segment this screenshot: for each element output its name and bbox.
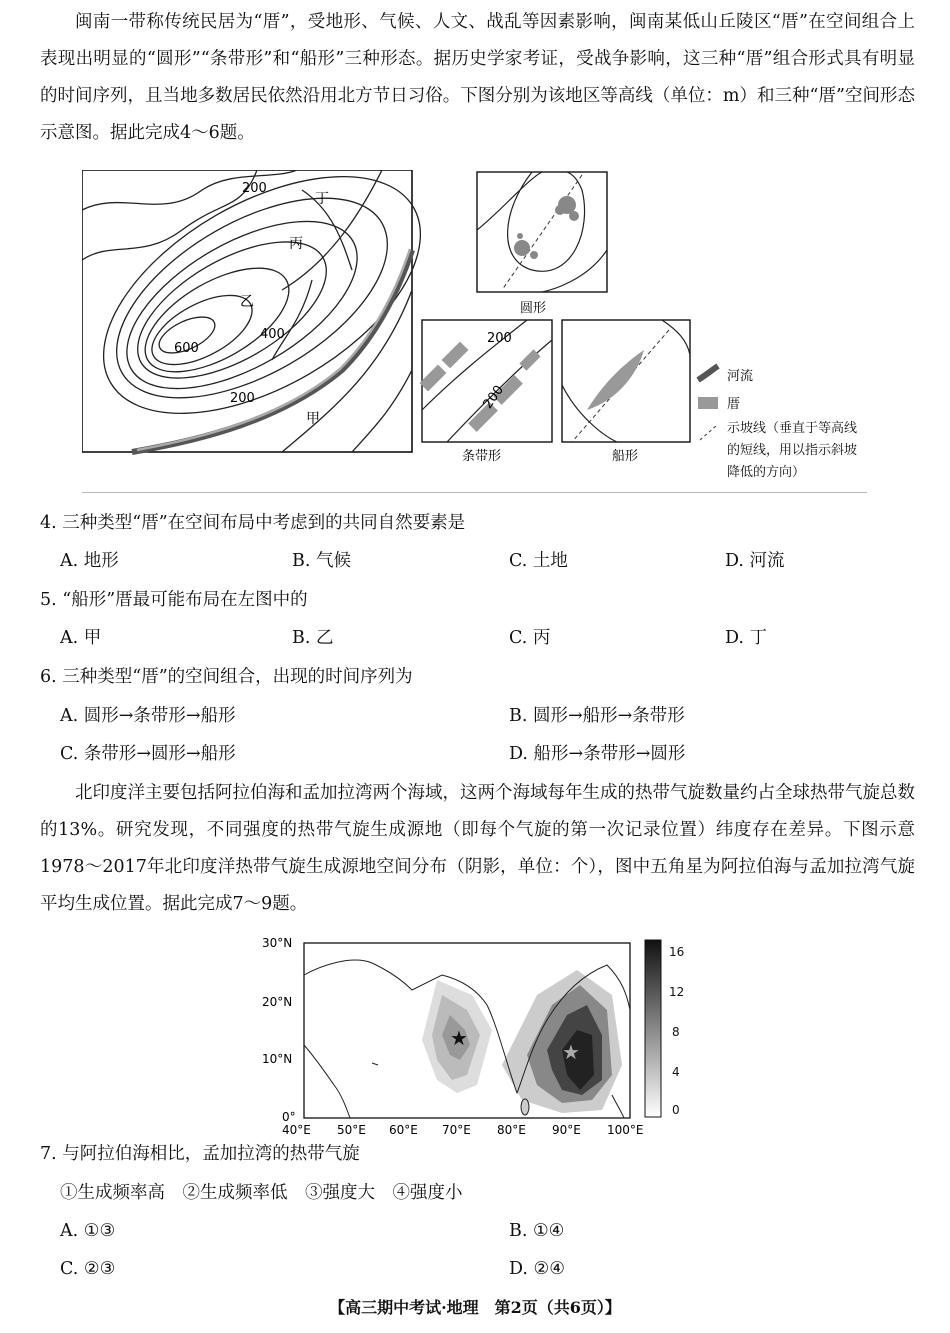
y-tick: 30°N (262, 936, 293, 950)
panel-title-round: 圆形 (520, 301, 547, 316)
place-bing: 丙 (289, 236, 303, 252)
x-tick: 60°E (389, 1123, 418, 1137)
q7-option-a[interactable]: A. ①③ (60, 1221, 116, 1241)
q4-option-a[interactable]: A. 地形 (60, 551, 119, 571)
q7-items: ①生成频率高 ②生成频率低 ③强度大 ④强度小 (60, 1183, 463, 1203)
y-tick: 10°N (262, 1052, 293, 1066)
x-tick: 40°E (282, 1123, 311, 1137)
legend-house: 厝 (727, 397, 741, 412)
x-tick: 70°E (442, 1123, 471, 1137)
contour-label: 600 (174, 341, 199, 356)
colorbar-tick: 4 (672, 1065, 680, 1079)
place-ding: 丁 (315, 191, 329, 207)
x-tick: 100°E (607, 1123, 644, 1137)
question-4-stem: 4. 三种类型“厝”在空间布局中考虑到的共同自然要素是 (40, 513, 466, 533)
cyclone-map (262, 935, 662, 1140)
q7-option-b[interactable]: B. ①④ (509, 1221, 565, 1241)
q4-option-c[interactable]: C. 土地 (509, 551, 568, 571)
question-5-stem: 5. “船形”厝最可能布局在左图中的 (40, 590, 308, 610)
page-footer: 【高三期中考试·地理 第2页（共6页）】 (329, 1298, 621, 1317)
place-jia: 甲 (306, 411, 320, 427)
q6-option-d[interactable]: D. 船形→条带形→圆形 (509, 744, 686, 764)
y-tick: 20°N (262, 995, 293, 1009)
q7-option-c[interactable]: C. ②③ (60, 1259, 116, 1279)
q5-option-d[interactable]: D. 丁 (725, 628, 768, 648)
contour-label: 200 (480, 382, 508, 412)
legend-slope-text: 示坡线（垂直于等高线的短线，用以指示斜坡降低的方向） (727, 421, 858, 480)
passage-2 (40, 775, 915, 923)
panel-title-strip: 条带形 (462, 449, 502, 464)
q7-option-d[interactable]: D. ②④ (509, 1259, 565, 1279)
passage-1 (40, 4, 915, 152)
q5-option-a[interactable]: A. 甲 (60, 628, 102, 648)
colorbar-tick: 12 (669, 985, 685, 999)
bay-of-bengal-mean-star: ★ (562, 1040, 580, 1064)
contour-label: 200 (242, 181, 267, 196)
q5-option-b[interactable]: B. 乙 (292, 628, 334, 648)
q4-option-d[interactable]: D. 河流 (725, 551, 785, 571)
panel-title-boat: 船形 (612, 449, 639, 464)
place-yi: 乙 (240, 294, 254, 310)
contour-label: 200 (487, 331, 512, 346)
q6-option-a[interactable]: A. 圆形→条带形→船形 (60, 706, 236, 726)
q6-option-c[interactable]: C. 条带形→圆形→船形 (60, 744, 236, 764)
colorbar-tick: 8 (672, 1025, 680, 1039)
x-tick: 90°E (552, 1123, 581, 1137)
colorbar-tick: 0 (672, 1103, 680, 1117)
legend-river: 河流 (727, 369, 754, 384)
colorbar-tick: 16 (669, 945, 685, 959)
contour-label: 200 (230, 391, 255, 406)
q4-option-b[interactable]: B. 气候 (292, 551, 351, 571)
arabian-sea-mean-star: ★ (450, 1026, 468, 1050)
x-tick: 50°E (337, 1123, 366, 1137)
y-tick: 0° (282, 1110, 296, 1124)
contour-label: 400 (260, 327, 285, 342)
passage-2-text: 北印度洋主要包括阿拉伯海和孟加拉湾两个海域，这两个海域每年生成的热带气旋数量约占全球热带气旋总数的13%。研究发现，不同强度的热带气旋生成源地（即每个气旋的第一次记录位置）纬度存在差异。下图示意1978～2017年北印度洋热带气旋生成源地空间分布（阴影，单位：个），图中五角星为阿拉伯海与孟加拉湾气旋平均生成位置。据此完成7～9题。 (40, 783, 915, 914)
question-6-stem: 6. 三种类型“厝”的空间组合，出现的时间序列为 (40, 667, 413, 687)
question-7-stem: 7. 与阿拉伯海相比，孟加拉湾的热带气旋 (40, 1144, 360, 1164)
x-tick: 80°E (497, 1123, 526, 1137)
passage-1-text: 闽南一带称传统民居为“厝”，受地形、气候、人文、战乱等因素影响，闽南某低山丘陵区“厝”在空间组合上表现出明显的“圆形”“条带形”和“船形”三种形态。据历史学家考证，受战争影响，这三种“厝”组合形式具有明显的时间序列，且当地多数居民依然沿用北方节日习俗。下图分别为该地区等高线（单位：m）和三种“厝”空间形态示意图。据此完成4～6题。 (40, 12, 915, 143)
q6-option-b[interactable]: B. 圆形→船形→条带形 (509, 706, 685, 726)
q5-option-c[interactable]: C. 丙 (509, 628, 551, 648)
